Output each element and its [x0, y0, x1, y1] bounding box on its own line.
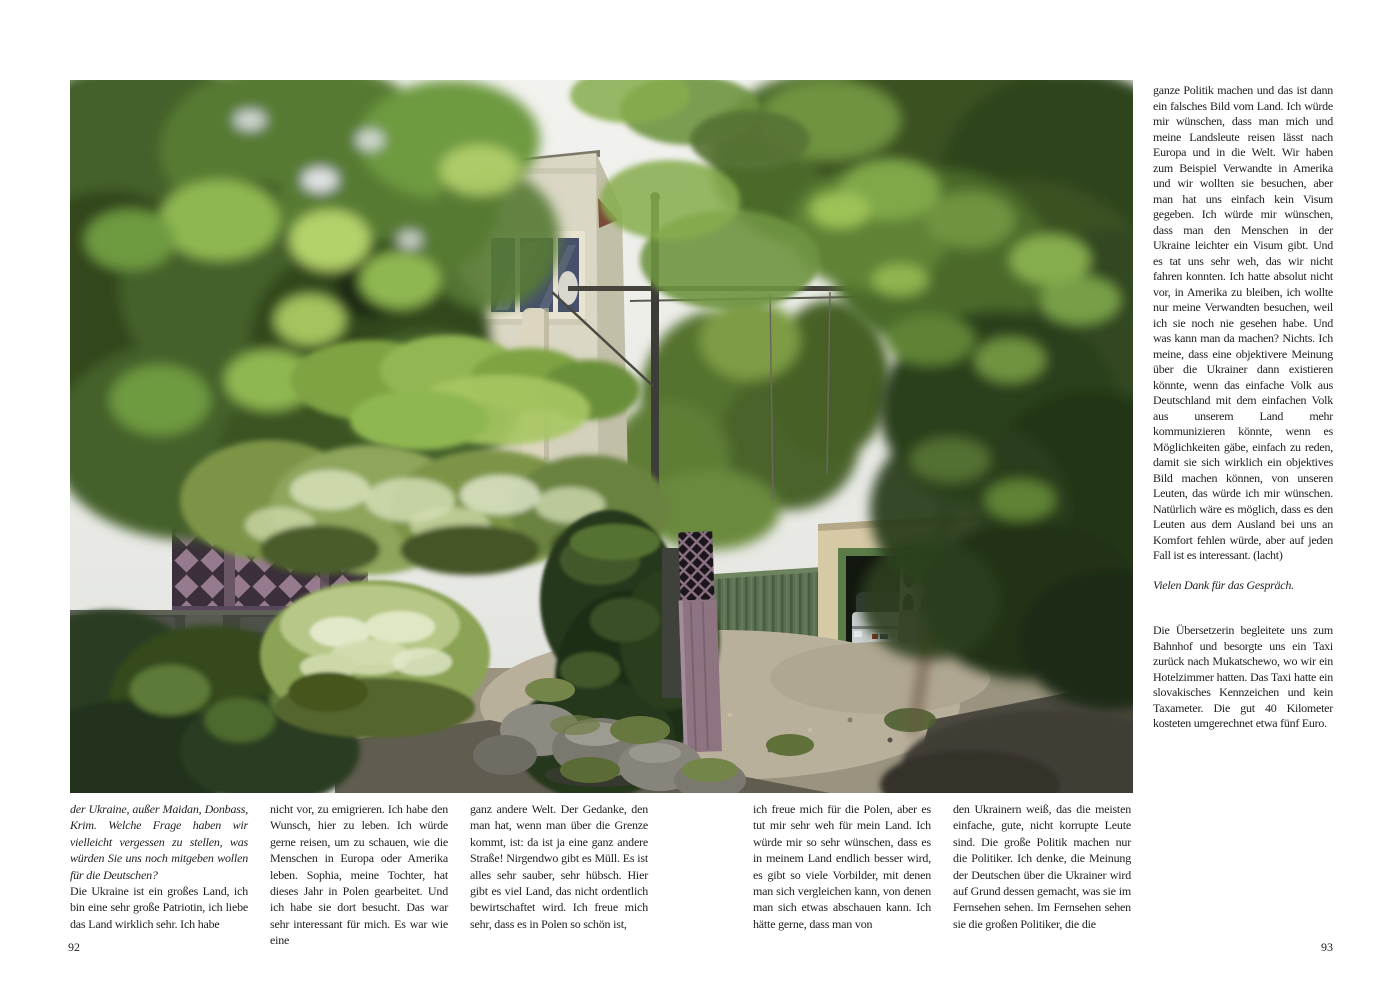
column-1-answer: Die Ukraine ist ein großes Land, ich bin eine sehr große Patriotin, ich liebe das Land wirklich sehr. Ich habe	[70, 884, 248, 931]
closing-thanks-line: Vielen Dank für das Gespräch.	[1153, 577, 1294, 592]
page-number-left: 92	[68, 940, 80, 954]
epilogue-paragraph: Die Übersetzerin begleitete uns zum Bahnhof und besorgte uns ein Taxi zurück nach Mukatschewo, wo wir ein Hotelzimmer hatten. Das Taxi hatte ein slovakisches Kennzeichen und kein Taxameter. Die gut 40 Kilometer kosteten umgerechnet etwa fünf Euro.	[1153, 623, 1333, 730]
garden-photo-illustration	[70, 80, 1133, 793]
column-3: ganz andere Welt. Der Gedanke, den man hat, wenn man über die Grenze kommt, ist: da ist ja eine ganz andere Straße! Nirgendwo gibt es Müll. Es ist alles sehr sauber, sehr hübsch. Hier gibt es viel Land, das nicht ordentlich bewirtschaftet wird. Ich freue mich sehr, dass es in Polen so schön ist,	[470, 802, 648, 931]
column-1	[70, 801, 248, 932]
column-2: nicht vor, zu emigrieren. Ich habe den Wunsch, hier zu leben. Ich würde gerne reisen, um zu schauen, wie die Menschen in Europa oder Amerika leben. Sophia, meine Tochter, hat dieses Jahr in Polen gearbeitet. Und ich habe sie dort besucht. Das war sehr interessant für mich. Es war wie eine	[270, 802, 448, 948]
page-number-right: 93	[1321, 940, 1333, 954]
right-column-paragraph: ganze Politik machen und das ist dann ein falsches Bild vom Land. Ich würde mir wünschen, dass man mich und meine Landsleute reisen lässt nach Europa und in die Welt. Wir haben zum Beispiel Verwandte in Amerika und wir wollten sie besuchen, aber man hat uns einfach kein Visum gegeben. Ich würde mir wünschen, dass man den Menschen in der Ukraine leichter ein Visum gibt. Und es tat uns sehr weh, das wir nicht fahren konnten. Ich hatte absolut nicht vor, in Amerika zu bleiben, ich wollte nur meine Verwandten besuchen, weil ich sie noch nie gesehen habe. Und was kann man da machen? Nichts. Ich meine, dass eine objektivere Meinung über die Ukrainer dann existieren könnte, wenn das einfache Volk aus Deutschland mit dem einfachen Volk aus unserem Land mehr kommunizieren könnte, wenn es Möglichkeiten gäbe, einfach zu reden, damit sie sich wirklich ein objektives Bild machen können, von unseren Leuten, das würde ich mir wünschen. Natürlich wäre es möglich, dass es den Leuten aus dem Ausland bei uns an Komfort fehlen würde, aber auf jeden Fall ist es interessant. (lacht)	[1153, 83, 1333, 562]
garden-photo	[70, 80, 1133, 793]
column-5: den Ukrainern weiß, das die meisten einfache, gute, nicht korrupte Leute sind. Die große Politik machen nur die Politiker. Ich denke, die Meinung der Deutschen über die Ukrainer wird auf Grund dessen gemacht, was sie im Fernsehen sehen. Im Fernsehen sehen sie die großen Politiker, die die	[953, 802, 1131, 931]
photo-flower-bush	[260, 580, 490, 738]
column-4: ich freue mich für die Polen, aber es tut mir sehr weh für mein Land. Ich würde mir so sehr wünschen, dass es in meinem Land endlich besser wird, es gibt so viele Vorbilder, mit denen man sich vergleichen kann, von denen man sich etwas abschauen kann. Ich hätte gerne, dass man von	[753, 802, 931, 931]
column-1-question: der Ukraine, außer Maidan, Donbass, Krim. Welche Frage haben wir vielleicht vergessen zu stellen, was würden Sie uns noch mitgeben wollen für die Deutschen?	[70, 802, 248, 882]
right-column	[1153, 83, 1333, 732]
